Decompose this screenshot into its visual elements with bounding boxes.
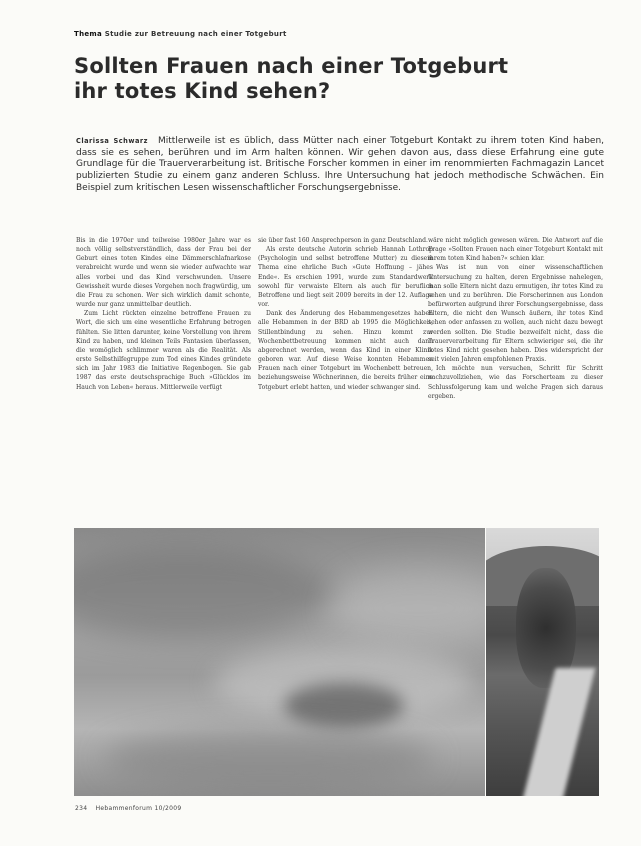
column-3-paragraph-1: wäre nicht möglich gewesen wären. Die Antwort auf die Frage »Sollten Frauen nach einer Totgeburt Kontakt mit ihrem toten Kind haben?« schien klar. — [428, 237, 603, 263]
page-number: 234 — [75, 805, 88, 812]
section-kicker — [74, 30, 494, 38]
column-3-paragraph-2: Was ist nun von einer wissenschaftlichen Untersuchung zu halten, deren Ergebnisse nahelegen, man solle Eltern nicht dazu ermutigen, ihr totes Kind zu sehen und zu berühren. Die Forscherinnen aus London befürworten aufgrund ihrer Forschungsergebnisse, dass Eltern, die nicht den Wunsch äußern, ihr totes Kind sehen oder anfassen zu wollen, auch nicht dazu bewegt werden sollten. Die Studie bezweifelt nicht, dass die Trauerverarbeitung für Eltern schwieriger sei, die ihr totes Kind nicht gesehen haben. Dies widerspricht der seit vielen Jahren empfohlenen Praxis. — [428, 264, 603, 364]
intro-text: Mittlerweile ist es üblich, dass Mütter nach einer Totgeburt Kontakt zu ihrem toten Kind haben, dass sie es sehen, berühren und im Arm halten können. Wir gehen davon aus, dass diese Erfahrung eine gute Grundlage für die Trauerverarbeitung ist. Britische Forscher kommen in einer im renommierten Fachmagazin Lancet publizierten Studie zu einem ganz anderen Schluss. Ihre Untersuchung hat jedoch methodische Schwächen. Ein Beispiel zum kritischen Lesen wissenschaftlicher Forschungsergebnisse. — [76, 136, 605, 193]
column-3-paragraph-3: Ich möchte nun versuchen, Schritt für Schritt nachzuvollziehen, wie das Forscherteam zu dieser Schlussfolgerung kam und welche Fragen sich daraus ergeben. — [428, 365, 603, 400]
column-2-paragraph-1: sie über fast 160 Ansprechperson in ganz Deutschland. — [258, 237, 428, 244]
intro-paragraph — [76, 136, 604, 195]
column-2-paragraph-2: Als erste deutsche Autorin schrieb Hannah Lothrop (Psychologin und selbst betroffene Mutter) zu diesem Thema eine ehrliche Buch »Gute Hoffnung – jähes Ende«. Es erschien 1991, wurde zum Standardwerk sowohl für verwaiste Eltern als auch für beruflich Betroffene und liegt seit 2009 bereits in der 12. Auflage vor. — [258, 246, 433, 309]
author-name: Clarissa Schwarz — [76, 137, 148, 145]
text-column-2 — [258, 236, 433, 392]
title-line-1: Sollten Frauen nach einer Totgeburt — [74, 54, 509, 78]
column-2-paragraph-3: Dank des Änderung des Hebammengesetzes haben alle Hebammen in der BRD ab 1995 die Möglichkeit, Stillentbindung zu sehen. Hinzu kommt zur Wochenbettbetreuung kommen nicht auch dann abgerechnet werden, wenn das Kind in einer Klinik geboren war. Auf diese Weise konnten Hebammen Frauen nach einer Totgeburt im Wochenbett betreuen, beziehungsweise Wöchnerinnen, die bereits früher eine Totgeburt erlebt hatten, und wieder schwanger sind. — [258, 310, 433, 391]
article-title — [74, 54, 554, 104]
cloudy-sky-photo — [74, 528, 485, 796]
kicker-text: Studie zur Betreuung nach einer Totgeburt — [104, 30, 287, 38]
page-footer — [75, 805, 181, 812]
text-column-1 — [76, 236, 251, 392]
kicker-label: Thema — [74, 30, 103, 38]
text-column-3 — [428, 236, 603, 401]
column-1-paragraph-2: Zum Licht rückten einzelne betroffene Frauen zu Wort, die sich um eine wesentliche Erfahrung betrogen fühlten. Sie litten darunter, keine Vorstellung von ihrem Kind zu haben, und kleinen Teils Fantasien überlassen, die womöglich schlimmer waren als die Realität. Als erste Selbsthilfegruppe zum Tod eines Kindes gründete sich im Jahr 1983 die Initiative Regenbogen. Sie gab 1987 das erste deutschsprachige Buch »Glücklos im Hauch von Leben« heraus. Mittlerweile verfügt — [76, 310, 251, 391]
column-1-paragraph-1: Bis in die 1970er und teilweise 1980er Jahre war es noch völlig selbstverständlich, dass der Frau bei der Geburt eines toten Kindes eine Dämmerschlafnarkose verabreicht wurde und wenn sie wieder aufwachte war alles vorbei und das Kind verschwunden. Unsere Gewissheit wurde dieses Vorgehen noch fragwürdig, um die Frau zu schonen. Wer sich wirklich damit schonte, wurde nur ganz unmittelbar deutlich. — [76, 237, 251, 309]
title-line-2: ihr totes Kind sehen? — [74, 79, 331, 103]
journal-name: Hebammenforum 10/2009 — [95, 805, 182, 812]
landscape-path-photo — [486, 528, 599, 796]
